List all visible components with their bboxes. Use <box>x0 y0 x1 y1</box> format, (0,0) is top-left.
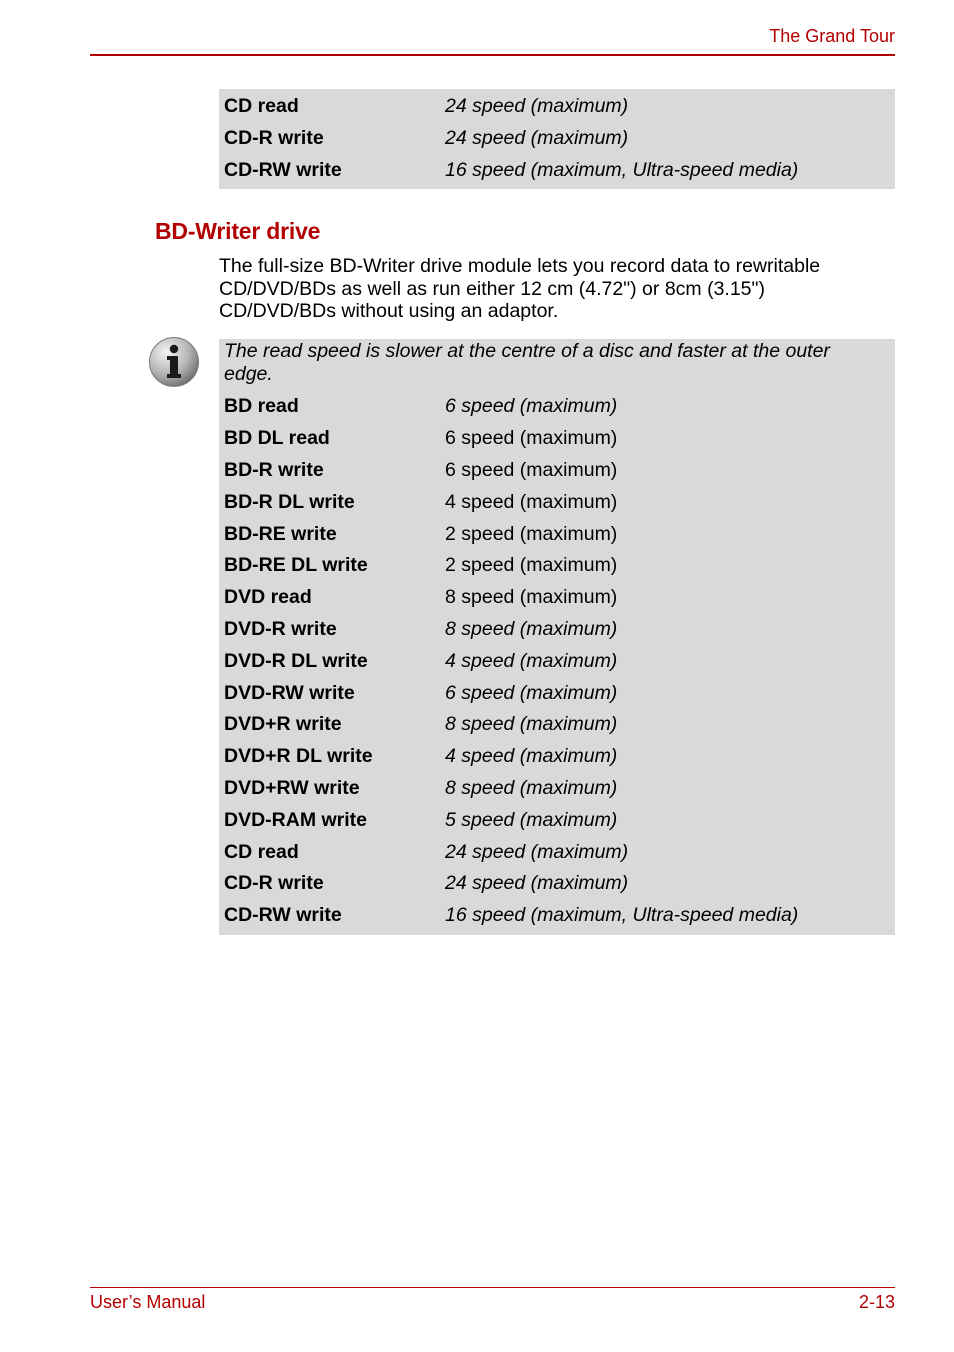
section-heading: BD-Writer drive <box>155 218 321 244</box>
spec-label: DVD-R DL write <box>224 649 368 672</box>
spec-label: DVD-RW write <box>224 681 355 704</box>
spec-label: CD read <box>224 840 299 863</box>
table-row <box>219 836 895 868</box>
spec-value: 24 speed (maximum) <box>445 127 629 150</box>
table-row <box>219 645 895 677</box>
table-row <box>219 868 895 900</box>
running-header-title: The Grand Tour <box>769 26 895 46</box>
table-row <box>219 709 895 741</box>
table-row <box>219 804 895 836</box>
spec-value: 4 speed (maximum) <box>445 490 618 513</box>
spec-label: CD-R write <box>224 872 324 895</box>
spec-value: 2 speed (maximum) <box>445 522 618 545</box>
spec-label: CD-RW write <box>224 158 342 181</box>
table-row <box>219 582 895 614</box>
spec-label: DVD-R write <box>224 617 337 640</box>
table-row <box>219 391 895 423</box>
spec-value: 8 speed (maximum) <box>445 586 618 609</box>
spec-value: 6 speed (maximum) <box>445 427 618 450</box>
note-box <box>219 339 895 935</box>
bd-speed-table <box>219 391 895 932</box>
note-text: The read speed is slower at the centre of a disc and faster at the outer edge. <box>224 340 830 385</box>
spec-value: 24 speed (maximum) <box>445 840 629 863</box>
spec-value: 16 speed (maximum, Ultra-speed media) <box>445 158 799 181</box>
spec-label: BD-R DL write <box>224 490 355 513</box>
table-row <box>219 550 895 582</box>
spec-value: 6 speed (maximum) <box>445 458 618 481</box>
cd-speed-table <box>219 89 895 189</box>
spec-value: 4 speed (maximum) <box>445 745 618 768</box>
spec-value: 24 speed (maximum) <box>445 95 629 118</box>
spec-label: CD-R write <box>224 127 324 150</box>
info-icon <box>148 336 200 388</box>
spec-label: DVD+RW write <box>224 776 360 799</box>
table-row <box>219 486 895 518</box>
table-row <box>219 900 895 932</box>
table-row <box>219 123 895 155</box>
spec-value: 24 speed (maximum) <box>445 872 629 895</box>
table-row <box>219 518 895 550</box>
footer-page-number: 2-13 <box>858 1292 895 1312</box>
spec-value: 16 speed (maximum, Ultra-speed media) <box>445 904 799 927</box>
table-row <box>219 614 895 646</box>
spec-label: BD-RE DL write <box>224 554 368 577</box>
spec-value: 8 speed (maximum) <box>445 776 618 799</box>
spec-value: 5 speed (maximum) <box>445 808 618 831</box>
spec-value: 8 speed (maximum) <box>445 713 618 736</box>
table-row <box>219 773 895 805</box>
spec-label: CD read <box>224 95 299 118</box>
footer-divider <box>90 1287 895 1288</box>
header-divider <box>90 54 895 56</box>
spec-value: 6 speed (maximum) <box>445 681 618 704</box>
spec-label: BD read <box>224 395 299 418</box>
footer-manual-label: User’s Manual <box>90 1292 206 1312</box>
spec-label: BD-R write <box>224 458 324 481</box>
spec-label: BD-RE write <box>224 522 337 545</box>
spec-value: 2 speed (maximum) <box>445 554 618 577</box>
spec-label: DVD+R write <box>224 713 342 736</box>
table-row <box>219 423 895 455</box>
table-row <box>219 677 895 709</box>
spec-value: 4 speed (maximum) <box>445 649 618 672</box>
spec-label: DVD+R DL write <box>224 745 373 768</box>
spec-label: CD-RW write <box>224 904 342 927</box>
spec-label: DVD-RAM write <box>224 808 368 831</box>
table-row <box>219 455 895 487</box>
spec-label: DVD read <box>224 586 312 609</box>
section-paragraph: The full-size BD-Writer drive module lets you record data to rewritable CD/DVD/BDs as well as run either 12 cm (4.72") or 8cm (3.15") CD/DVD/BDs without using an adaptor. <box>219 255 821 322</box>
spec-label: BD DL read <box>224 427 330 450</box>
spec-value: 6 speed (maximum) <box>445 395 618 418</box>
table-row <box>219 741 895 773</box>
table-row <box>219 91 895 123</box>
table-row <box>219 155 895 187</box>
spec-value: 8 speed (maximum) <box>445 617 618 640</box>
